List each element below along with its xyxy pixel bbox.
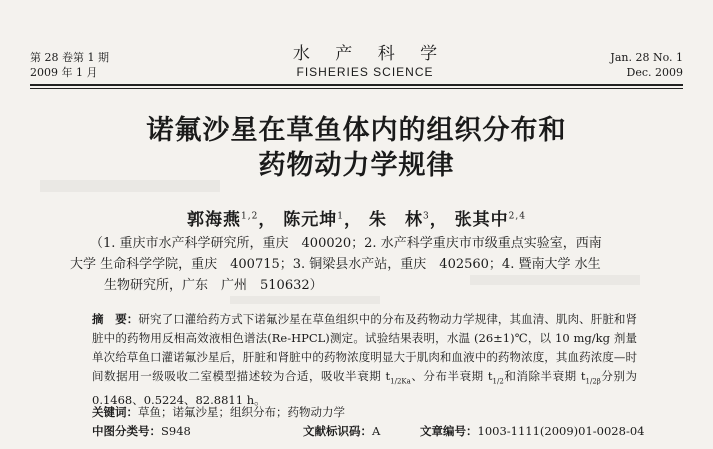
keywords-value: 草鱼；诺氟沙星；组织分布；药物动力学 [138,405,345,419]
author-affiliation-mark: 1 [337,211,345,222]
article-number-value: 1003-1111(2009)01-0028-04 [477,424,645,438]
affiliation-line: （1. 重庆市水产科学研究所，重庆 400020；2. 水产科学重庆市市级重点实验室，西南 [90,236,602,251]
journal-name-en: FISHERIES SCIENCE [296,65,434,79]
document-code [303,423,380,439]
author-name: 朱 林 [368,210,423,230]
abstract-text: 和消除半衰期 t [503,369,586,383]
publication-date-en: Dec. 2009 [626,66,683,79]
author-separator: ， [429,210,448,230]
author-name: 张其中 [454,210,509,230]
author-affiliation-mark: 2,4 [508,211,526,222]
abstract [92,310,637,410]
author-name: 陈元坤 [283,210,338,230]
article-number [420,423,644,439]
volume-issue-en: Jan. 28 No. 1 [610,51,683,64]
paper-title-line-2: 药物动力学规律 [258,150,455,181]
half-life-subscript: 1/2Ka [390,377,411,386]
author-separator: ， [258,210,277,230]
affiliations [70,233,630,296]
document-code-label: 文献标识码： [303,424,372,438]
author-list [0,205,713,230]
affiliation-line: 生物研究所，广东 广州 510632） [104,278,323,293]
clc-number [92,423,191,439]
show-through-artifact [230,296,380,304]
author-name: 郭海燕 [187,210,242,230]
affiliation-line: 大学 生命科学学院，重庆 400715；3. 铜梁县水产站，重庆 402560；4. 暨南大学 水生 [70,257,601,272]
clc-label: 中图分类号： [92,424,161,438]
header-rule-thin [30,88,683,89]
paper-title-line-1: 诺氟沙星在草鱼体内的组织分布和 [146,115,567,146]
abstract-text: 、分布半衰期 t [410,369,493,383]
volume-issue-cn: 第 28 卷第 1 期 [30,51,109,64]
keywords [92,404,345,420]
issue-info-en [610,50,683,80]
article-number-label: 文章编号： [420,424,478,438]
header-rule [30,84,683,86]
abstract-text: 研究了口灌给药方式下诺氟沙星在草鱼组织中的分布及药物动力学规律，其血清、肌肉、肝脏和肾脏中的药物用反相高效液相色谱法(Re-HPCL)测定。试验结果表明，水温 (26±1)℃，以 10 mg/kg 剂量单次给草鱼口灌诺氟沙星后，肝脏和肾脏中的药物浓度明显大于肌肉和血液中的药物浓度，其血药浓度—时间数据用一级吸收二室模型描述较为合适，吸收半衰期 t [92,312,638,383]
document-code-value: A [372,424,381,438]
abstract-text: 分别为 0.1468、0.5224、82.8811 h。 [92,369,638,408]
author-separator: ， [344,210,363,230]
half-life-subscript: 1/2β [585,377,601,386]
publication-date-cn: 2009 年 1 月 [30,66,98,79]
journal-masthead [280,43,450,79]
keywords-label: 关键词： [92,405,138,419]
half-life-subscript: 1/2 [492,377,504,386]
clc-value: S948 [161,424,191,438]
issue-info-cn [30,50,109,80]
author-affiliation-mark: 1,2 [241,211,259,222]
author-affiliation-mark: 3 [422,211,430,222]
journal-name-cn: 水 产 科 学 [292,44,448,64]
abstract-label: 摘 要： [92,312,139,326]
